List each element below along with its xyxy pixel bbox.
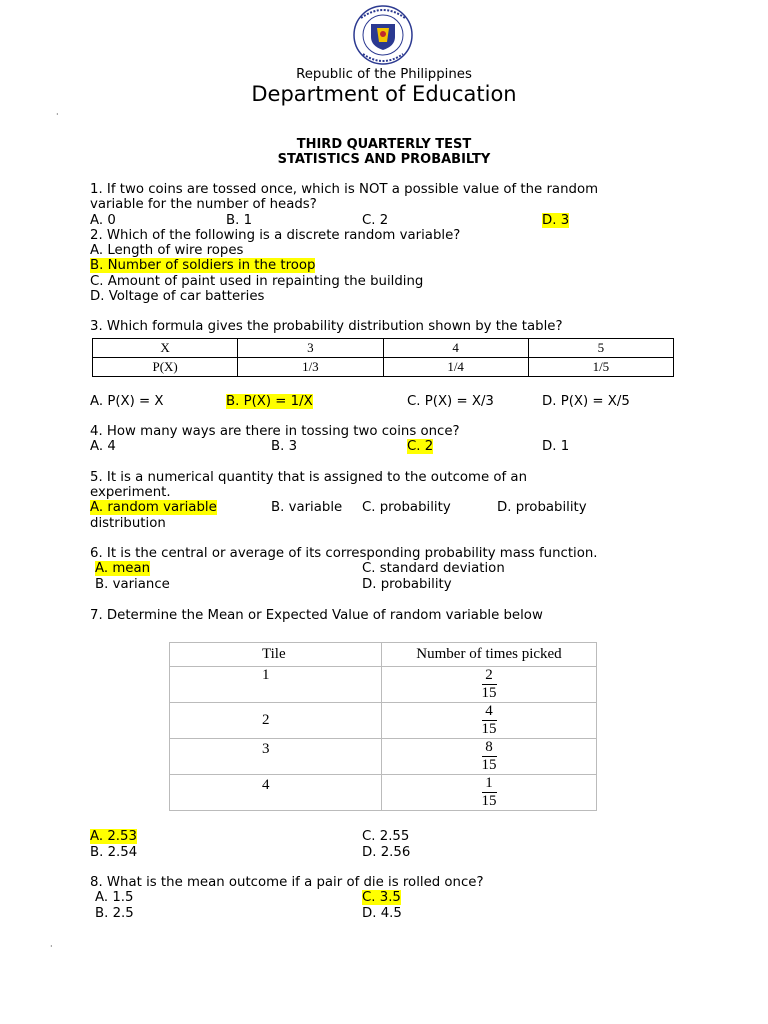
fraction-cell	[382, 703, 597, 739]
q3-option-a: A. P(X) = X	[90, 394, 164, 409]
table-cell: 3	[238, 339, 383, 358]
q4-option-c-answer: C. 2	[407, 439, 434, 454]
table-row	[93, 339, 674, 358]
fraction-numerator: 2	[482, 667, 497, 685]
q6-option-a-answer: A. mean	[95, 561, 151, 576]
q1-text-line1: 1. If two coins are tossed once, which is NOT a possible value of the random	[90, 182, 599, 197]
stray-mark: ·	[56, 110, 59, 119]
fraction-denominator: 15	[481, 793, 497, 809]
q1-text-line2: variable for the number of heads?	[90, 197, 317, 212]
republic-label: Republic of the Philippines	[296, 67, 472, 82]
q1-option-c: C. 2	[362, 213, 389, 228]
fraction	[482, 739, 497, 774]
q3-option-b-answer: B. P(X) = 1/X	[226, 394, 313, 409]
table-header-times: Number of times picked	[382, 643, 597, 667]
q6-text: 6. It is the central or average of its corresponding probability mass function.	[90, 546, 598, 561]
fraction-denominator: 15	[481, 685, 497, 701]
stray-mark: ·	[50, 942, 53, 951]
fraction-numerator: 4	[482, 703, 497, 721]
table-cell: 1/4	[383, 358, 528, 377]
q7-tile-table	[169, 642, 597, 811]
q7-option-b: B. 2.54	[90, 845, 138, 860]
q8-option-a: A. 1.5	[95, 890, 134, 905]
q7-option-d: D. 2.56	[362, 845, 411, 860]
q3-option-c: C. P(X) = X/3	[407, 394, 494, 409]
q1-option-d-answer: D. 3	[542, 213, 570, 228]
q8-option-d: D. 4.5	[362, 906, 402, 921]
q5-text-line1: 5. It is a numerical quantity that is assigned to the outcome of an	[90, 470, 528, 485]
table-cell: 1/5	[528, 358, 673, 377]
table-cell: 4	[383, 339, 528, 358]
fraction-numerator: 8	[482, 739, 497, 757]
table-cell: X	[93, 339, 238, 358]
table-cell: P(X)	[93, 358, 238, 377]
q4-option-b: B. 3	[271, 439, 298, 454]
department-title: Department of Education	[251, 82, 517, 106]
tile-cell: 2	[170, 703, 382, 739]
q2-option-c: C. Amount of paint used in repainting the building	[90, 274, 424, 289]
table-row	[170, 667, 597, 703]
test-title: THIRD QUARTERLY TEST	[296, 137, 472, 152]
tile-cell: 4	[170, 775, 382, 811]
table-header-tile: Tile	[170, 643, 382, 667]
q5-option-d-line1: D. probability	[497, 500, 587, 515]
q5-option-c: C. probability	[362, 500, 451, 515]
fraction-denominator: 15	[481, 757, 497, 773]
q2-option-b-answer: B. Number of soldiers in the troop	[90, 258, 316, 273]
fraction-cell	[382, 667, 597, 703]
q2-text: 2. Which of the following is a discrete random variable?	[90, 228, 461, 243]
q8-option-b: B. 2.5	[95, 906, 134, 921]
table-cell: 5	[528, 339, 673, 358]
q5-option-b: B. variable	[271, 500, 343, 515]
q8-option-c-answer: C. 3.5	[362, 890, 401, 905]
q7-option-c: C. 2.55	[362, 829, 410, 844]
fraction	[482, 667, 497, 702]
tile-cell: 3	[170, 739, 382, 775]
q3-text: 3. Which formula gives the probability distribution shown by the table?	[90, 319, 563, 334]
q5-option-d-line2: distribution	[90, 516, 166, 531]
q3-distribution-table	[92, 338, 674, 377]
fraction-cell	[382, 775, 597, 811]
test-subject: STATISTICS AND PROBABILTY	[277, 152, 491, 167]
q1-option-b: B. 1	[226, 213, 253, 228]
q4-text: 4. How many ways are there in tossing two coins once?	[90, 424, 460, 439]
q3-option-d: D. P(X) = X/5	[542, 394, 630, 409]
q2-option-d: D. Voltage of car batteries	[90, 289, 265, 304]
table-row	[170, 703, 597, 739]
fraction	[482, 703, 497, 738]
deped-seal	[347, 4, 419, 66]
q5-option-a-answer: A. random variable	[90, 500, 217, 515]
q8-text: 8. What is the mean outcome if a pair of die is rolled once?	[90, 875, 484, 890]
fraction-denominator: 15	[481, 721, 497, 737]
fraction-numerator: 1	[482, 775, 497, 793]
q2-option-a: A. Length of wire ropes	[90, 243, 244, 258]
table-row	[170, 739, 597, 775]
q5-text-line2: experiment.	[90, 485, 171, 500]
table-cell: 1/3	[238, 358, 383, 377]
q6-option-d: D. probability	[362, 577, 452, 592]
tile-cell: 1	[170, 667, 382, 703]
table-row	[170, 775, 597, 811]
table-header-row	[170, 643, 597, 667]
q6-option-b: B. variance	[95, 577, 170, 592]
fraction-cell	[382, 739, 597, 775]
q4-option-a: A. 4	[90, 439, 116, 454]
q7-text: 7. Determine the Mean or Expected Value of random variable below	[90, 608, 543, 623]
fraction	[482, 775, 497, 810]
q7-option-a-answer: A. 2.53	[90, 829, 137, 844]
q6-option-c: C. standard deviation	[362, 561, 505, 576]
q1-option-a: A. 0	[90, 213, 116, 228]
table-row	[93, 358, 674, 377]
q4-option-d: D. 1	[542, 439, 570, 454]
